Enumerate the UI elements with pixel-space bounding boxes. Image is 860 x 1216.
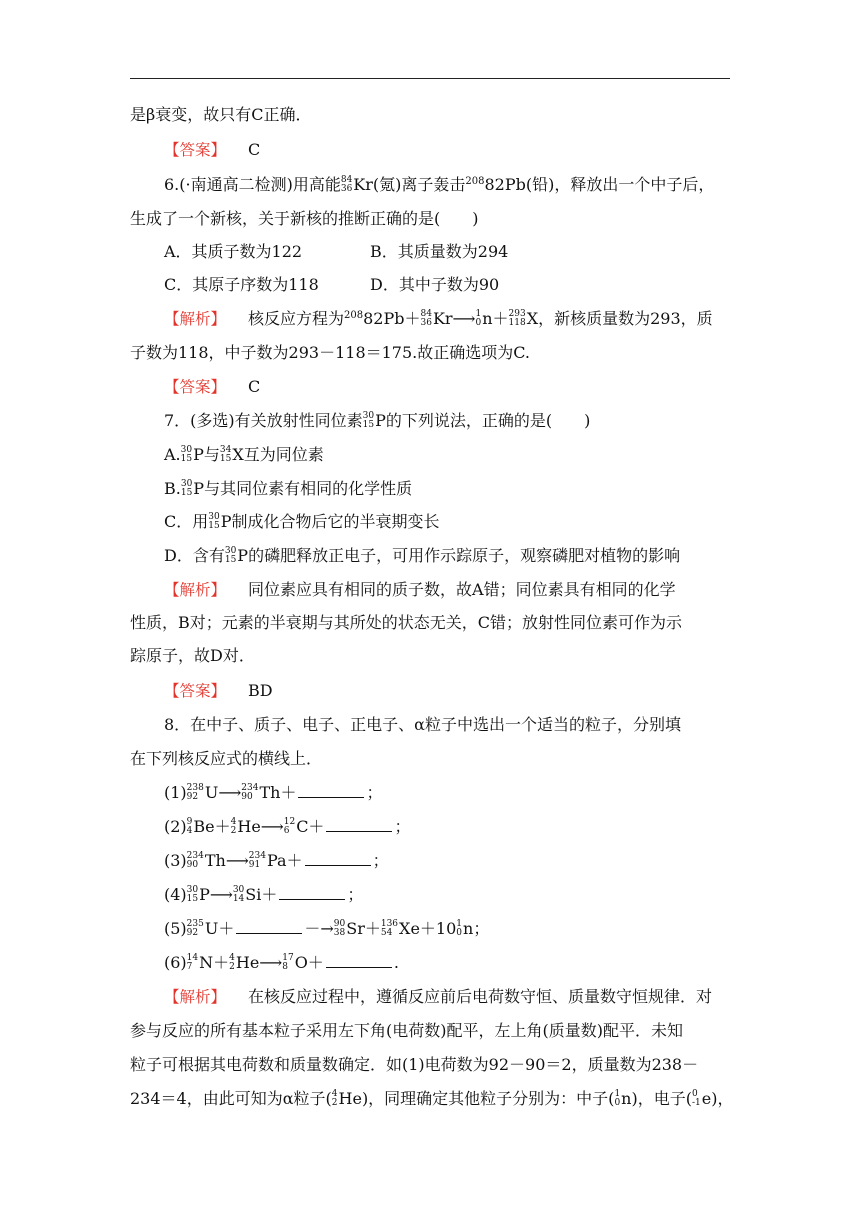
nuclide-symbol: 30 15 xyxy=(180,478,193,498)
analysis-8-line2: 参与反应的所有基本粒子采用左下角(电荷数)配平，左上角(质量数)配平．未知 xyxy=(130,1021,683,1040)
nuclide-symbol: 4 2 xyxy=(230,816,237,836)
answer-blank[interactable] xyxy=(279,885,345,900)
answer-blank[interactable] xyxy=(236,919,302,934)
answer-5: 【答案】 C xyxy=(164,140,261,159)
nuclide-symbol: 17 8 xyxy=(282,952,294,972)
nuclide-symbol: 238 92 xyxy=(186,782,204,802)
answer-blank[interactable] xyxy=(298,783,364,798)
nuclide-symbol: 234 91 xyxy=(248,850,266,870)
nuclide-symbol: 9 4 xyxy=(186,816,193,836)
nuclide-symbol: 12 6 xyxy=(283,816,296,836)
analysis-tag: 【解析】 xyxy=(164,988,227,1006)
reaction-6: (6) 14 7 N＋ 4 2 He⟶ 17 8 O＋ . xyxy=(164,952,399,972)
nuclide-kr: 84 36 xyxy=(340,174,353,194)
nuclide-symbol: 30 14 xyxy=(232,884,245,904)
analysis-7-line3: 踪原子，故D对． xyxy=(130,646,255,665)
nuclide-symbol: 4 2 xyxy=(229,952,235,972)
nuclide-symbol: 30 15 xyxy=(180,444,193,464)
nuclide-symbol: 34 15 xyxy=(219,444,232,464)
nuclide-symbol: 235 92 xyxy=(186,918,204,938)
analysis-6-line1: 【解析】 核反应方程为$^{208}$82Pb＋ 84 36 Kr⟶ 1 0 n＋ 293 118 X，新核质量数为293，质 xyxy=(164,308,713,328)
nuclide-symbol: 4 2 xyxy=(331,1088,338,1108)
reaction-3: (3) 234 90 Th⟶ 234 91 Pa＋ ； xyxy=(164,850,389,870)
analysis-7-line2: 性质，B对；元素的半衰期与其所处的状态无关，C错；放射性同位素可作为示 xyxy=(130,613,683,632)
answer-blank[interactable] xyxy=(326,817,392,832)
analysis-6-line2: 子数为118，中子数为293－118＝175.故正确选项为C. xyxy=(130,343,531,362)
reaction-2: (2) 9 4 Be＋ 4 2 He⟶ 12 6 C＋ ； xyxy=(164,816,411,836)
answer-blank[interactable] xyxy=(326,953,392,968)
nuclide-symbol: 1 0 xyxy=(614,1088,621,1108)
nuclide-symbol: 1 0 xyxy=(456,918,463,938)
answer-blank[interactable] xyxy=(305,851,371,866)
header-rule xyxy=(130,78,730,79)
analysis-7-line1: 【解析】 同位素应具有相同的质子数，故A错；同位素具有相同的化学 xyxy=(164,580,676,599)
question-6-options-ab: A．其质子数为122 B．其质量数为294 xyxy=(164,242,509,261)
nuclide-symbol: 90 38 xyxy=(333,918,346,938)
analysis-8-line1: 【解析】 在核反应过程中，遵循反应前后电荷数守恒、质量数守恒规律．对 xyxy=(164,987,713,1006)
nuclide-symbol: 84 36 xyxy=(420,308,432,328)
answer-tag: 【答案】 xyxy=(164,682,227,700)
nuclide-symbol: 30 15 xyxy=(186,884,199,904)
reaction-4: (4) 30 15 P⟶ 30 14 Si＋ ； xyxy=(164,884,364,904)
analysis-tag: 【解析】 xyxy=(164,581,227,599)
nuclide-symbol: 234 90 xyxy=(241,782,259,802)
nuclide-symbol: 30 15 xyxy=(208,511,220,531)
question-8-line1: 8．在中子、质子、电子、正电子、α粒子中选出一个适当的粒子，分别填 xyxy=(164,715,681,734)
analysis-8-line3: 粒子可根据其电荷数和质量数确定．如(1)电荷数为92－90＝2，质量数为238－ xyxy=(130,1055,699,1074)
answer-tag: 【答案】 xyxy=(164,378,227,396)
nuclide-symbol: 293 118 xyxy=(508,308,526,328)
nuclide-symbol: 30 15 xyxy=(224,545,237,565)
answer-7: 【答案】 BD xyxy=(164,681,273,700)
question-7-option-b: B. 30 15 P与其同位素有相同的化学性质 xyxy=(164,478,413,498)
text-line: 是β衰变，故只有C正确． xyxy=(130,105,312,124)
nuclide-symbol: 136 54 xyxy=(380,918,399,938)
nuclide-symbol: 30 15 xyxy=(362,410,375,430)
reaction-5: (5) 235 92 U＋ －→ 90 38 Sr＋ 136 54 Xe＋10 1 0 n； xyxy=(164,918,490,938)
answer-6: 【答案】 C xyxy=(164,377,261,396)
question-7: 7．(多选)有关放射性同位素 30 15 P的下列说法，正确的是( ) xyxy=(164,410,591,430)
question-7-option-c: C．用 30 15 P制成化合物后它的半衰期变长 xyxy=(164,511,440,531)
nuclide-symbol: 234 90 xyxy=(186,850,204,870)
question-8-line2: 在下列核反应式的横线上． xyxy=(130,749,323,768)
nuclide-symbol: 1 0 xyxy=(475,308,482,328)
analysis-8-line4: 234＝4，由此可知为α粒子( 4 2 He)，同理确定其他粒子分别为：中子( 1 0 n)，电子( 0 -1 e)， xyxy=(130,1088,734,1108)
question-6-options-cd: C．其原子序数为118 D．其中子数为90 xyxy=(164,275,500,294)
reaction-1: (1) 238 92 U⟶ 234 90 Th＋ ； xyxy=(164,782,383,802)
analysis-tag: 【解析】 xyxy=(164,310,227,328)
answer-tag: 【答案】 xyxy=(164,141,227,159)
nuclide-symbol: 0 -1 xyxy=(691,1088,701,1108)
question-6-line2: 生成了一个新核，关于新核的推断正确的是( ) xyxy=(130,209,479,228)
question-7-option-a: A. 30 15 P与 34 15 X互为同位素 xyxy=(164,444,324,464)
question-6-line1: 6.(·南通高二检测)用高能 84 36 Kr(氪)离子轰击$^{208}$82Pb(铅)，释放出一个中子后， xyxy=(164,174,715,194)
question-7-option-d: D．含有 30 15 P的磷肥释放正电子，可用作示踪原子，观察磷肥对植物的影响 xyxy=(164,545,681,565)
nuclide-symbol: 14 7 xyxy=(186,952,199,972)
